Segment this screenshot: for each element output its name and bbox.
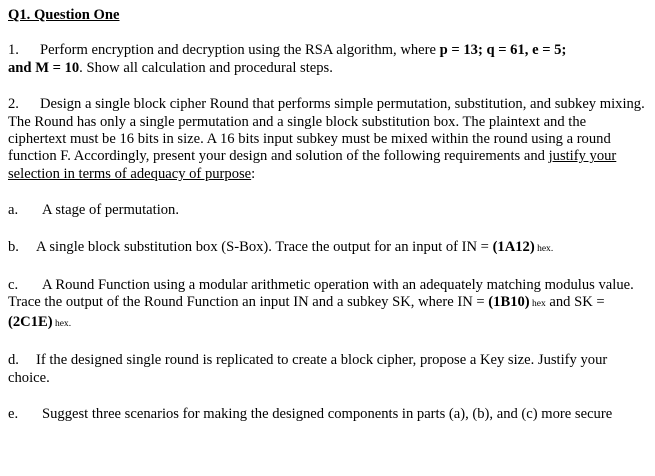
question-document — [8, 7, 648, 443]
part-a-text: A stage of permutation. — [42, 202, 179, 219]
question-1-m: M = 10 — [35, 59, 80, 76]
question-2-text-a: Design a single block cipher Round that performs simple permutation, substitution, and subkey mixing. The Round has only a single permutation and a single block substitution box. The plaintext and the ciphertext must be 16 bits in size. A 16 bits input subkey must be mixed within the round using a round function F. Accordingly, present your design and solution of the following requirements and — [8, 96, 645, 165]
part-b-sub: hex — [534, 243, 551, 254]
question-1-text-a: Perform encryption and decryption using the RSA algorithm, where — [40, 42, 440, 59]
part-e-label: e. — [8, 406, 19, 423]
question-1-number: 1. — [8, 42, 19, 59]
part-c-text-b: and SK = — [545, 294, 605, 311]
question-1-and: and — [8, 59, 36, 76]
question-1-params: p = 13; q = 61, e = 5; — [439, 42, 567, 59]
part-e — [8, 406, 648, 423]
part-b-end: . — [550, 243, 554, 254]
question-2 — [8, 96, 648, 183]
part-d-text: If the designed single round is replicated to create a block cipher, propose a Key size. Justify your choice. — [8, 352, 608, 386]
part-c-end: . — [68, 318, 72, 329]
part-b — [8, 239, 648, 258]
part-a — [8, 202, 648, 219]
part-b-label: b. — [8, 238, 19, 255]
question-1 — [8, 42, 648, 77]
part-d-label: d. — [8, 352, 19, 369]
part-c-sk-value: (2C1E) — [8, 313, 53, 330]
part-c — [8, 277, 648, 333]
question-2-text-b: : — [251, 165, 256, 182]
part-d — [8, 352, 648, 387]
part-c-in-sub: hex — [529, 299, 546, 310]
part-b-text: A single block substitution box (S-Box). Trace the output for an input of IN = — [36, 238, 493, 255]
part-e-text: Suggest three scenarios for making the designed components in parts (a), (b), and (c) more secure — [42, 406, 613, 423]
question-2-number: 2. — [8, 96, 19, 113]
question-heading: Q1. Question One — [8, 7, 120, 23]
part-c-in-value: (1B10) — [488, 294, 530, 311]
part-b-value: (1A12) — [492, 238, 535, 255]
question-2-underlined: justify your selection in terms of adequacy of purpose — [8, 148, 617, 182]
question-1-text-b: . Show all calculation and procedural steps. — [79, 59, 333, 76]
part-a-label: a. — [8, 202, 19, 219]
part-c-text-a: A Round Function using a modular arithmetic operation with an adequately matching modulus value. Trace the output of the Round Function an input IN and a subkey SK, where IN = — [8, 277, 634, 311]
part-c-sk-sub: hex — [52, 318, 69, 329]
part-c-label: c. — [8, 277, 19, 294]
